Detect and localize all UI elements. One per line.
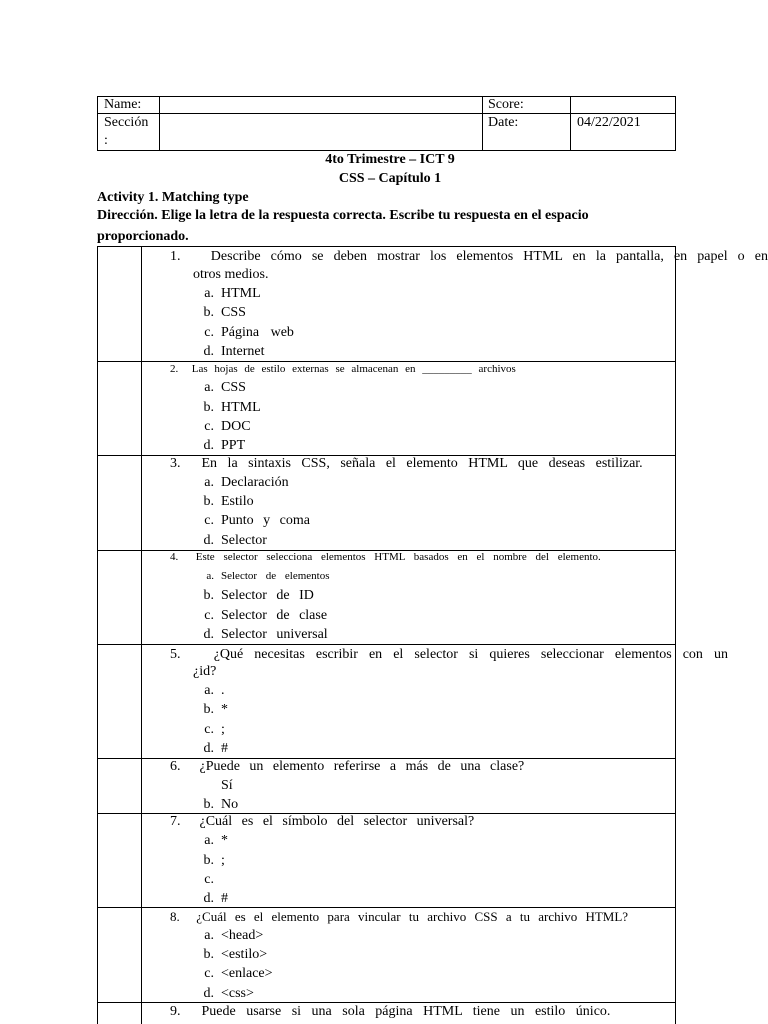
date-label: Date: <box>488 115 519 130</box>
seccion-label: Sección <box>104 115 149 130</box>
question-3-option-d: d. Selector <box>203 533 267 548</box>
question-2-option-a: a. CSS <box>204 380 246 395</box>
question-4-option-c: c. Selector de clase <box>204 608 328 623</box>
question-7-option-b: b. ; <box>203 853 225 868</box>
name-label: Name: <box>104 97 142 112</box>
question-7-option-a: a. * <box>204 833 228 848</box>
question-8-option-b: b. <estilo> <box>203 947 268 962</box>
question-5-text: 5. ¿Qué necesitas escribir en el selector si quieres seleccionar elementos con un <box>170 647 728 662</box>
question-6-text: 6. ¿Puede un elemento referirse a más de una clase? <box>170 759 525 774</box>
question-9-text: 9. Puede usarse si una sola página HTML tiene un estilo único. <box>170 1004 611 1019</box>
answer-cell-6[interactable] <box>99 760 140 812</box>
question-6-option-a: Sí <box>221 778 233 793</box>
question-1-option-c: c. Página web <box>204 325 294 340</box>
seccion-colon: : <box>104 133 108 148</box>
question-4-text: 4. Este selector selecciona elementos HTML basados en el nombre del elemento. <box>170 551 601 563</box>
answer-cell-7[interactable] <box>99 815 140 906</box>
question-8-option-c: c. <enlace> <box>204 966 273 981</box>
question-4-option-d: d. Selector universal <box>203 627 328 642</box>
question-1-option-d: d. Internet <box>203 344 265 359</box>
question-1-text-cont: otros medios. <box>193 267 269 282</box>
question-7-text: 7. ¿Cuál es el símbolo del selector universal? <box>170 814 475 829</box>
page-title: 4to Trimestre – ICT 9 <box>325 152 455 167</box>
activity-title: Activity 1. Matching type <box>97 190 249 205</box>
question-2-option-d: d. PPT <box>203 438 246 453</box>
answer-cell-2[interactable] <box>99 363 140 454</box>
question-2-option-c: c. DOC <box>204 419 251 434</box>
question-4-option-b: b. Selector de ID <box>203 588 314 603</box>
question-2-option-b: b. HTML <box>203 400 261 415</box>
answer-cell-4[interactable] <box>99 552 140 643</box>
question-5-option-a: a. . <box>204 683 225 698</box>
question-1-option-a: a. HTML <box>204 286 261 301</box>
question-7-option-c: c. <box>204 872 214 887</box>
question-3-option-a: a. Declaración <box>204 475 289 490</box>
question-5-text-cont: ¿id? <box>193 664 217 679</box>
question-6-option-b: b. No <box>203 797 239 812</box>
name-field[interactable] <box>161 97 481 112</box>
answer-cell-3[interactable] <box>99 457 140 549</box>
question-8-text: 8. ¿Cuál es el elemento para vincular tu archivo CSS a tu archivo HTML? <box>170 909 629 924</box>
question-2-text: 2. Las hojas de estilo externas se almacenan en _________ archivos <box>170 363 516 375</box>
page-subtitle: CSS – Capítulo 1 <box>338 171 442 186</box>
question-1-option-b: b. CSS <box>203 305 246 320</box>
answer-cell-1[interactable] <box>99 248 140 360</box>
answer-cell-5[interactable] <box>99 646 140 757</box>
direction-text: Dirección. Elige la letra de la respuesta correcta. Escribe tu respuesta en el espacio <box>97 208 589 223</box>
seccion-field[interactable] <box>161 115 481 149</box>
question-8-option-a: a. <head> <box>204 928 264 943</box>
question-3-option-c: c. Punto y coma <box>204 513 310 528</box>
question-5-option-c: c. ; <box>204 722 225 737</box>
question-7-option-d: d. # <box>203 891 228 906</box>
question-5-option-d: d. # <box>203 741 228 756</box>
question-5-option-b: b. * <box>203 702 228 717</box>
score-field[interactable] <box>572 97 674 112</box>
date-value: 04/22/2021 <box>577 115 641 130</box>
question-1-text: 1. Describe cómo se deben mostrar los elementos HTML en la pantalla, en papel o en <box>170 249 768 264</box>
direction-text-cont: proporcionado. <box>97 229 189 244</box>
answer-cell-9[interactable] <box>99 1004 140 1024</box>
question-4-option-a: a. Selector de elementos <box>206 570 330 582</box>
question-3-text: 3. En la sintaxis CSS, señala el elemento HTML que deseas estilizar. <box>170 456 643 471</box>
score-label: Score: <box>488 97 524 112</box>
answer-cell-8[interactable] <box>99 909 140 1001</box>
question-3-option-b: b. Estilo <box>203 494 254 509</box>
question-8-option-d: d. <css> <box>203 986 254 1001</box>
